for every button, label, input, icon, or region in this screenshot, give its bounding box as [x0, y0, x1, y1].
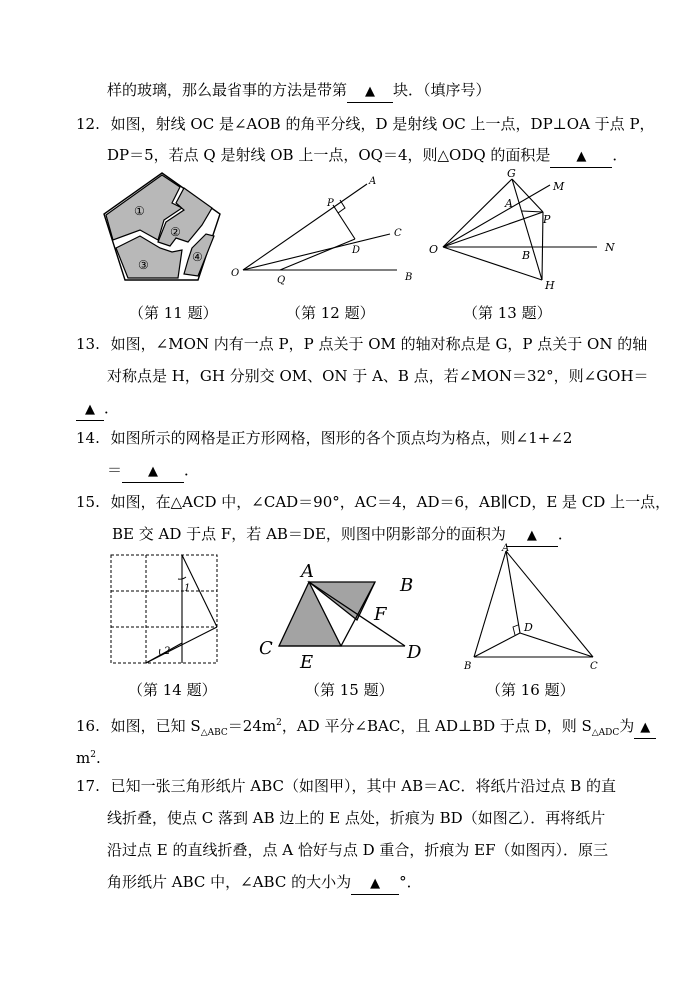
q13-line3 [76, 398, 119, 421]
q16-line1 [76, 713, 656, 743]
label-C: C [259, 638, 273, 659]
label-P: P [327, 198, 334, 209]
q16-text-for: 为 [619, 717, 635, 735]
q15-text-line2: BE 交 AD 于点 F，若 AB＝DE，则图中阴影部分的面积为 [112, 525, 506, 543]
q16-text-area: ＝24m [227, 717, 277, 735]
label-A: A [369, 176, 377, 187]
answer-triangle: ▲ [576, 149, 587, 164]
label-D: D [524, 621, 533, 634]
segment-GH [512, 179, 542, 280]
q13-line2: 对称点是 H，GH 分别交 OM、ON 于 A、B 点，若∠MON＝32°，则∠GOH＝ [107, 367, 649, 385]
figure-15 [255, 560, 435, 675]
q16-answer-blank[interactable] [634, 716, 656, 739]
right-angle-mark [338, 200, 345, 213]
question-number: 12. [76, 115, 100, 133]
q11-tail-text: 样的玻璃，那么最省事的方法是带第 [107, 81, 348, 99]
label-B: B [400, 575, 414, 596]
figure-12 [225, 172, 425, 287]
q17-line1 [76, 776, 616, 796]
q16-unit: m [76, 749, 91, 767]
q15-answer-blank[interactable] [506, 524, 558, 547]
label-M: M [553, 180, 565, 193]
label-C: C [590, 661, 598, 672]
q16-text-mid: ，AD 平分∠BAC，且 AD⊥BD 于点 D，则 S [281, 717, 592, 735]
q14-line1 [76, 428, 572, 448]
label-A: A [505, 197, 513, 210]
q17-answer-blank[interactable] [351, 872, 399, 895]
q12-text-line2: DP＝5，若点 Q 是射线 OB 上一点，OQ＝4，则△ODQ 的面积是 [107, 146, 551, 164]
label-G: G [507, 167, 516, 180]
q17-line3: 沿过点 E 的直线折叠，点 A 恰好与点 D 重合，折痕为 EF（如图丙）．原三 [107, 841, 609, 859]
segment-OP [443, 212, 543, 247]
question-number: 15. [76, 493, 100, 511]
answer-triangle: ▲ [365, 84, 376, 99]
label-piece-2: ② [170, 225, 181, 239]
label-B: B [405, 272, 413, 283]
segment-DQ [280, 239, 355, 270]
caption-fig14: （第 14 题） [128, 681, 217, 699]
q11-tail-line [107, 80, 491, 103]
q14-line2 [107, 460, 199, 483]
question-number: 16. [76, 717, 100, 735]
q12-text-suffix: ． [612, 146, 628, 164]
label-P: P [543, 213, 551, 226]
q15-line1 [76, 492, 670, 512]
label-piece-1: ① [134, 204, 145, 218]
ray-OC [243, 234, 390, 270]
q14-answer-blank[interactable] [122, 460, 184, 483]
q16-text-suffix: . [95, 749, 101, 767]
figure-13 [425, 165, 625, 290]
label-E: E [300, 652, 314, 673]
caption-fig16: （第 16 题） [486, 681, 575, 699]
segment-BD [474, 633, 520, 657]
label-A: A [502, 543, 510, 554]
label-Q: Q [277, 275, 286, 286]
segment-AB [474, 551, 506, 657]
q16-subscript-adc: △ADC [591, 728, 620, 738]
q17-text-line1: 已知一张三角形纸片 ABC（如图甲），其中 AB＝AC．将纸片沿过点 B 的直 [110, 777, 617, 795]
question-number: 17. [76, 777, 100, 795]
q13-line1 [76, 334, 647, 354]
figure-11 [100, 170, 225, 285]
answer-triangle: ▲ [526, 528, 537, 543]
caption-fig12: （第 12 题） [286, 304, 375, 322]
q14-text-line1: 如图所示的网格是正方形网格，图形的各个顶点均为格点，则∠1+∠2 [110, 429, 573, 447]
segment-AP [522, 211, 543, 212]
answer-triangle: ▲ [148, 464, 159, 479]
caption-fig13: （第 13 题） [463, 304, 552, 322]
q16-line2 [76, 745, 101, 768]
answer-triangle: ▲ [640, 720, 651, 735]
label-angle-1: 1 [184, 583, 191, 594]
label-H: H [545, 279, 555, 292]
figure-14 [108, 553, 220, 665]
caption-fig11: （第 11 题） [129, 304, 218, 322]
q16-text-pre: 如图，已知 S [110, 717, 201, 735]
q13-text-suffix: ． [104, 399, 120, 417]
question-number: 14. [76, 429, 100, 447]
caption-fig15: （第 15 题） [305, 681, 394, 699]
q17-line4 [107, 872, 422, 895]
label-F: F [374, 604, 387, 625]
label-O: O [429, 243, 439, 256]
q12-text-line1: 如图，射线 OC 是∠AOB 的角平分线，D 是射线 OC 上一点，DP⊥OA 于点 P， [110, 115, 655, 133]
segment-DC [520, 633, 593, 657]
label-C: C [394, 228, 402, 239]
q16-unit-superscript: 2 [90, 750, 96, 760]
q16-superscript: 2 [276, 718, 282, 728]
q17-text-suffix: °． [399, 873, 422, 891]
q17-line2: 线折叠，使点 C 落到 AB 边上的 E 点处，折痕为 BD（如图乙）．再将纸片 [107, 809, 606, 827]
q12-line1 [76, 114, 655, 134]
q17-text-line4: 角形纸片 ABC 中，∠ABC 的大小为 [107, 873, 352, 891]
q11-tail-suffix: 块．（填序号） [393, 81, 491, 99]
answer-triangle: ▲ [370, 876, 381, 891]
label-D: D [352, 245, 361, 256]
ray-OA [243, 184, 367, 270]
segment-AD [506, 551, 520, 633]
q16-subscript-abc: △ABC [200, 728, 228, 738]
label-A: A [301, 561, 314, 582]
answer-triangle: ▲ [85, 402, 95, 417]
label-N: N [605, 241, 615, 254]
q14-text-line2: ＝ [107, 461, 123, 479]
figure-16 [460, 545, 610, 675]
q15-text-line1: 如图，在△ACD 中，∠CAD＝90°，AC＝4，AD＝6，AB∥CD，E 是 CD 上一点， [110, 493, 671, 511]
segment-DP [333, 205, 355, 239]
q11-answer-blank[interactable] [347, 80, 393, 103]
label-O: O [231, 268, 240, 279]
right-angle-mark [513, 625, 518, 635]
label-angle-2: 2 [164, 646, 171, 657]
question-number: 13. [76, 335, 100, 353]
q13-text-line1: 如图，∠MON 内有一点 P，P 点关于 OM 的轴对称点是 G，P 点关于 ON 的轴 [110, 335, 648, 353]
label-D: D [407, 642, 422, 663]
q13-answer-blank[interactable] [76, 398, 104, 421]
label-piece-3: ③ [138, 258, 149, 272]
q15-text-suffix: ． [557, 525, 573, 543]
label-piece-4: ④ [192, 250, 203, 264]
q14-text-suffix: ． [184, 461, 200, 479]
label-B: B [464, 661, 472, 672]
label-B: B [522, 249, 531, 262]
segment-AC [506, 551, 593, 657]
